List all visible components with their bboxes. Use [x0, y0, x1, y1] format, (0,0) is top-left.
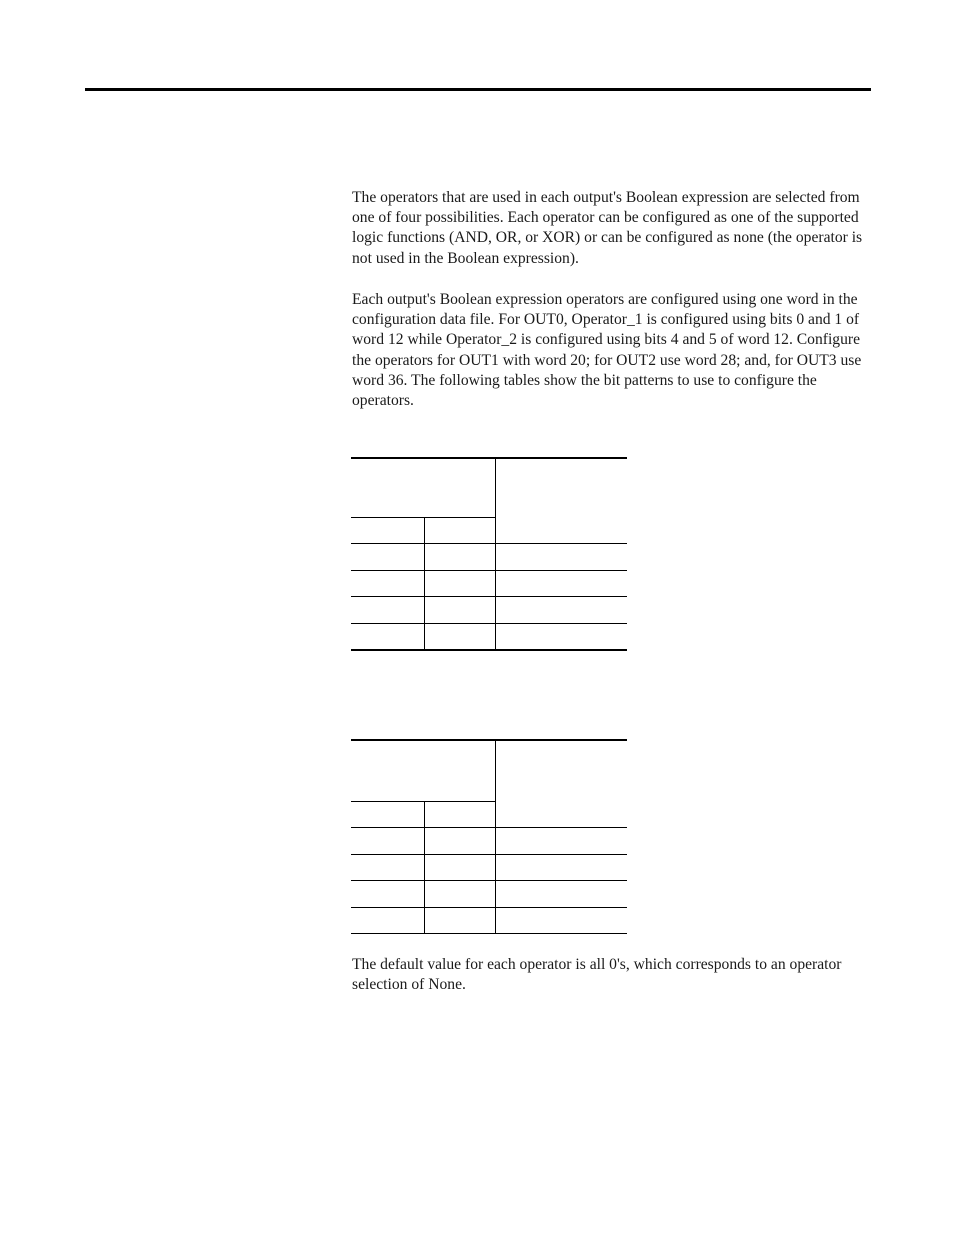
table-row-rule — [351, 623, 627, 624]
paragraph-operator-configuration: Each output's Boolean expression operators are configured using one word in the configuration data file. For OUT0, Operator_1 is configured using bits 0 and 1 of word 12 while Operator_2 is configured using bits 4 and 5 of word 12. Configure the operators for OUT1 with word 20; for OUT2 use word 28; and, for OUT3 use word 36. The following tables show the bit patterns to use to configure the operators. — [352, 291, 862, 410]
table-top-rule — [351, 739, 627, 741]
table-header-rule — [351, 543, 627, 544]
operator-2-bit-table — [351, 739, 627, 936]
table-row-rule — [351, 907, 627, 908]
operator-1-bit-table — [351, 457, 627, 652]
table-header-rule — [351, 827, 627, 828]
paragraph-operator-possibilities: The operators that are used in each output's Boolean expression are selected from one of four possibilities. Each operator can be configured as one of the supported logic functions (AND, OR, or XOR) or can be configured as none (the operator is not used in the Boolean expression). — [352, 189, 863, 267]
table-column-divider — [424, 801, 425, 934]
table-column-divider — [495, 457, 496, 651]
table-top-rule — [351, 457, 627, 459]
table-bottom-rule — [351, 933, 627, 934]
header-rule — [85, 88, 871, 91]
table-row-rule — [351, 854, 627, 855]
paragraph-default-value: The default value for each operator is all 0's, which corresponds to an operator selection of None. — [352, 956, 842, 994]
table-column-divider — [424, 517, 425, 651]
table-column-divider — [495, 739, 496, 934]
table-subheader-rule — [351, 517, 495, 518]
table-row-rule — [351, 880, 627, 881]
table-bottom-rule — [351, 649, 627, 651]
table-row-rule — [351, 596, 627, 597]
table-row-rule — [351, 570, 627, 571]
table-subheader-rule — [351, 801, 495, 802]
